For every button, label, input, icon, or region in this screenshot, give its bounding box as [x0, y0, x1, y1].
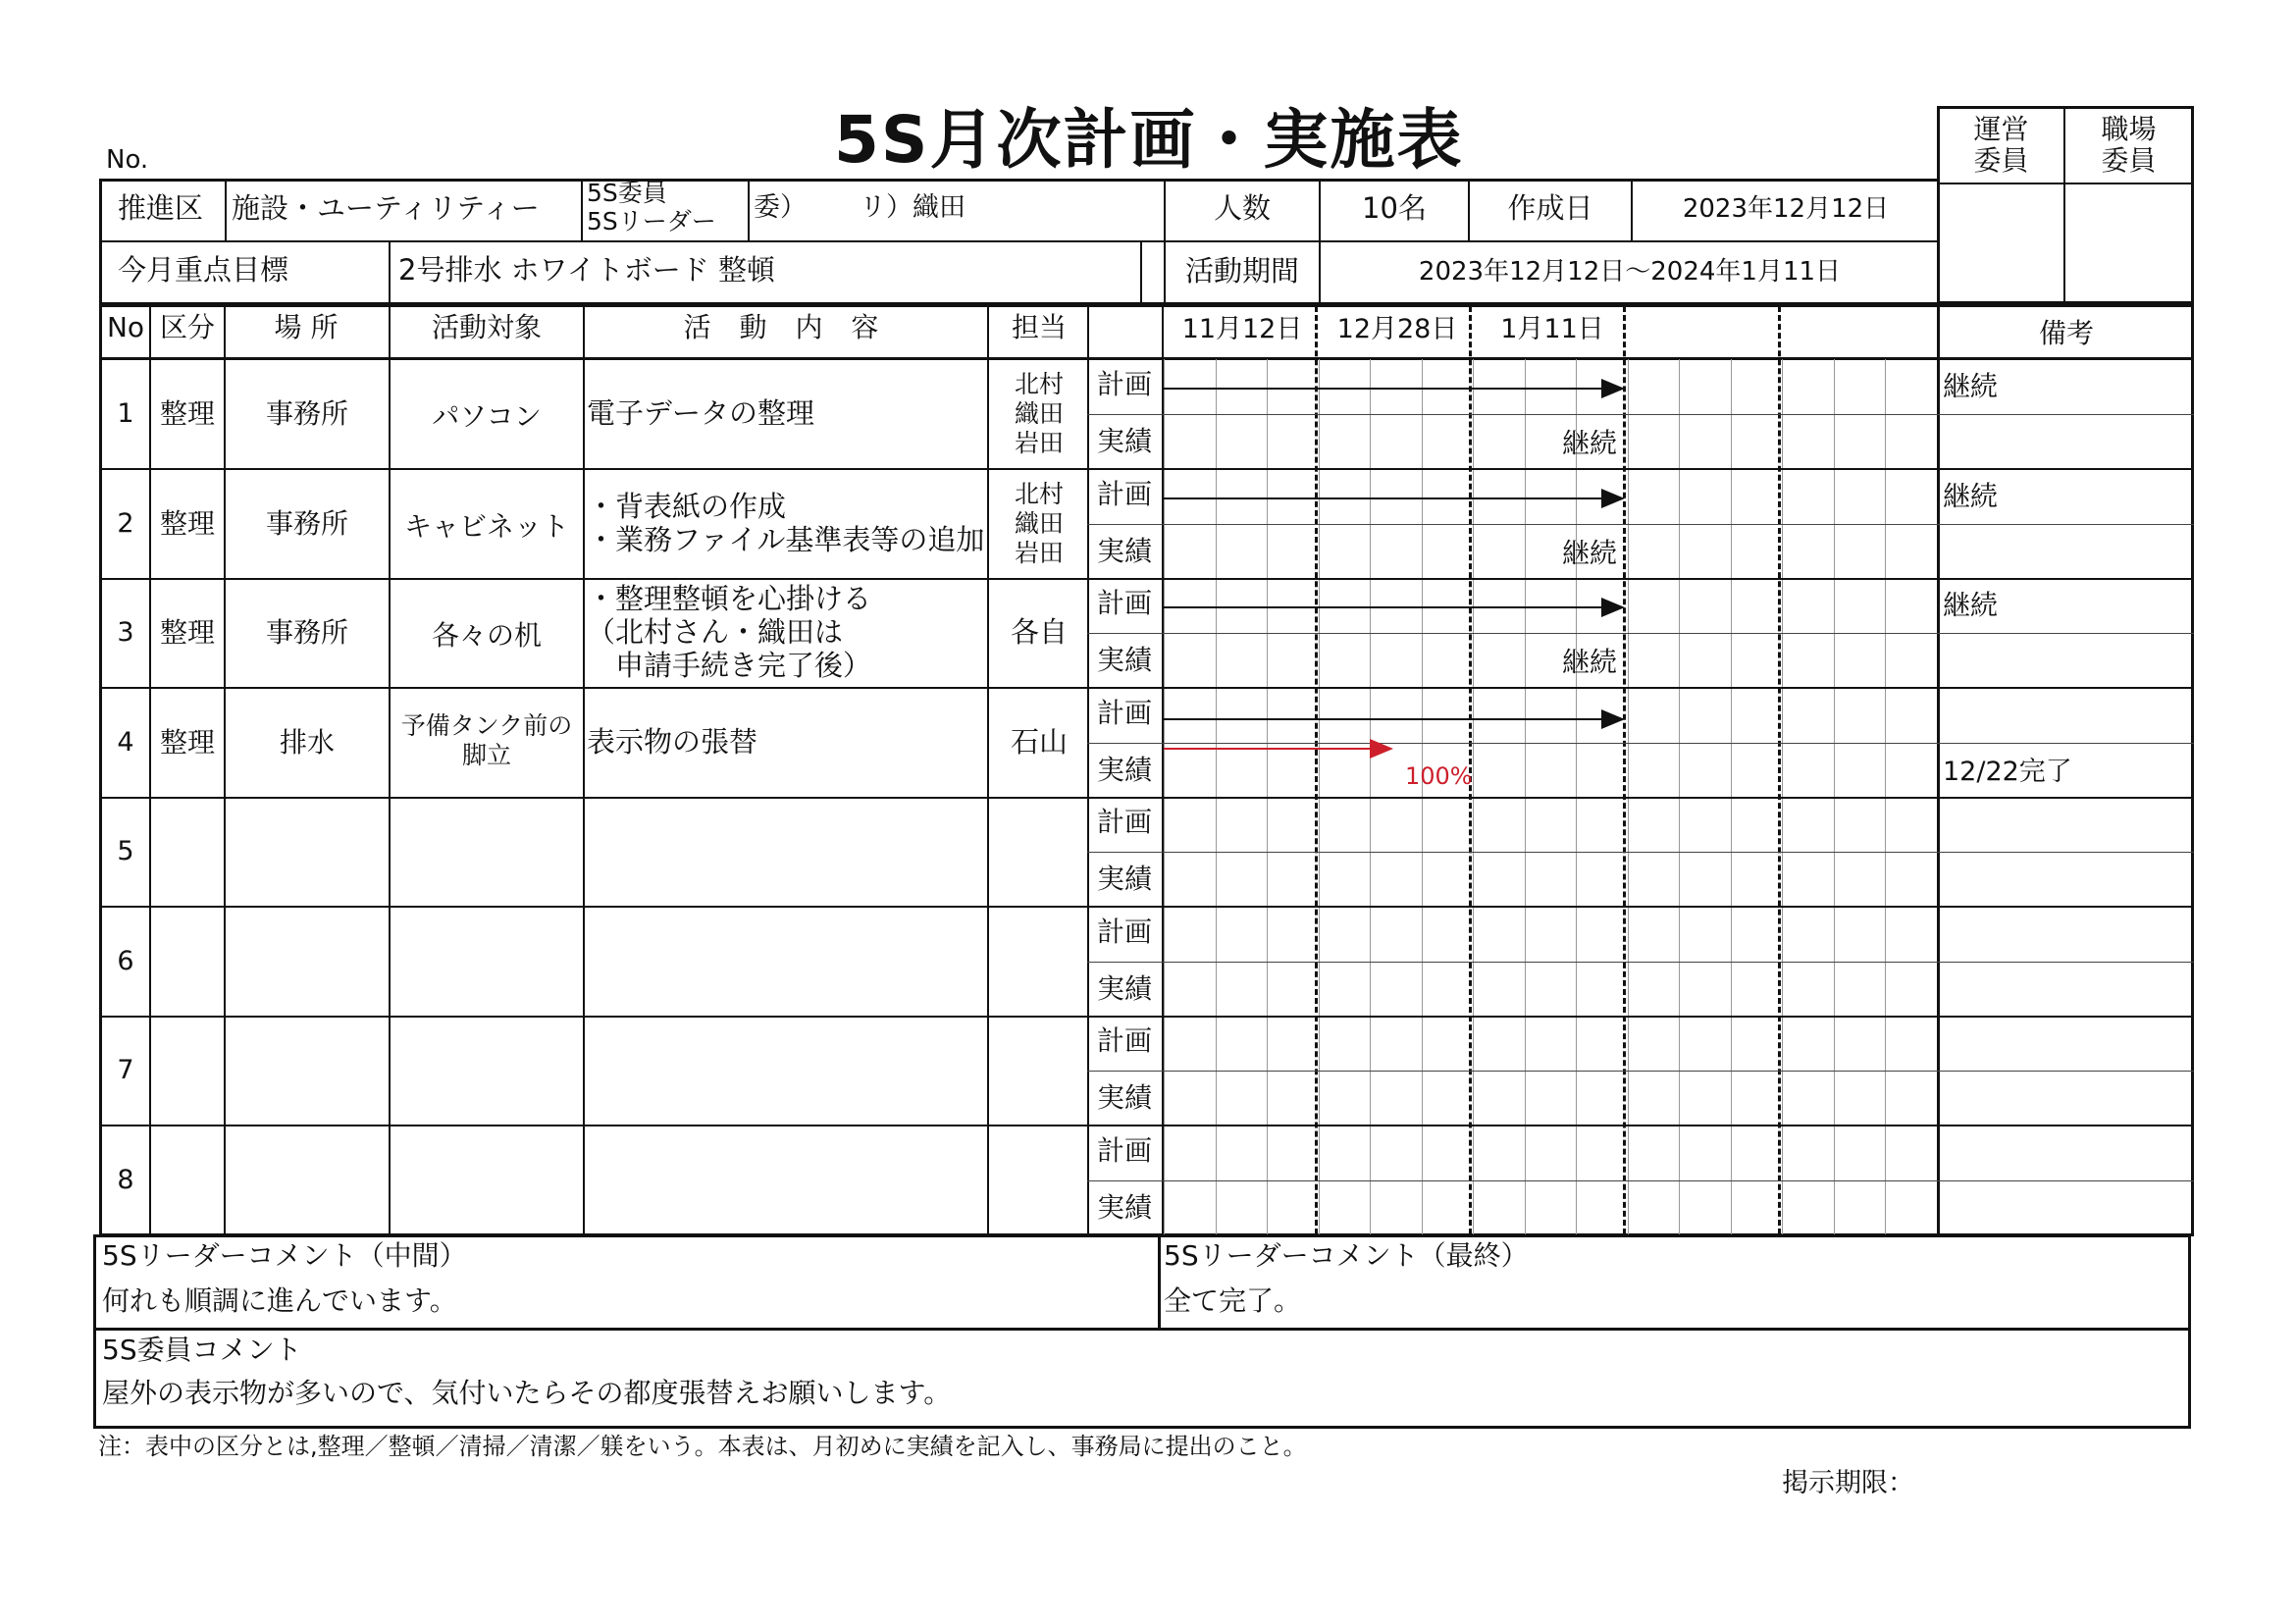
actual-label: 実績	[1096, 972, 1152, 1005]
col-person: 担当	[1011, 311, 1067, 343]
final-comment-text: 全て完了。	[1164, 1284, 1302, 1317]
row-person: 北村	[1014, 479, 1064, 508]
area-label: 推進区	[118, 191, 204, 225]
row-place: 事務所	[265, 506, 348, 540]
row-place: 事務所	[265, 396, 348, 430]
member-label-1: 5S委員	[587, 179, 667, 207]
row-no: 5	[117, 835, 134, 866]
posting-deadline: 掲示期限：	[1782, 1468, 1914, 1498]
row-content-line: ・業務ファイル基準表等の追加	[587, 522, 985, 556]
plan-label: 計画	[1096, 806, 1152, 838]
created-label: 作成日	[1507, 191, 1593, 225]
col-place: 場 所	[274, 311, 339, 343]
member-comment-text: 屋外の表示物が多いので、気付いたらその都度張替えお願いします。	[102, 1377, 952, 1409]
goal-value: 2号排水 ホワイトボード 整頓	[398, 253, 776, 287]
actual-label: 実績	[1096, 425, 1152, 457]
mid-comment-text: 何れも順調に進んでいます。	[102, 1284, 457, 1317]
plan-label: 計画	[1096, 587, 1152, 619]
plan-label: 計画	[1096, 1134, 1152, 1167]
row-person: 石山	[1010, 724, 1068, 759]
row-person: 織田	[1014, 508, 1064, 538]
actual-label: 実績	[1096, 535, 1152, 567]
period-label: 活動期間	[1184, 254, 1299, 288]
remark-actual: 12/22完了	[1943, 757, 2072, 787]
plan-label: 計画	[1096, 368, 1152, 400]
row-no: 8	[117, 1164, 134, 1195]
col-date2: 12月28日	[1336, 314, 1458, 344]
actual-label: 実績	[1096, 644, 1152, 676]
no-label: No.	[106, 145, 149, 175]
col-target: 活動対象	[431, 311, 542, 343]
mid-comment-label: 5Sリーダーコメント（中間）	[102, 1239, 467, 1272]
area-value: 施設・ユーティリティー	[232, 191, 540, 225]
row-no: 6	[117, 945, 134, 976]
row-target: パソコン	[432, 399, 542, 433]
col-remarks: 備考	[2038, 317, 2094, 349]
final-comment-label: 5Sリーダーコメント（最終）	[1164, 1239, 1529, 1272]
created-value: 2023年12月12日	[1682, 194, 1890, 224]
col-category: 区分	[159, 311, 215, 343]
row-content-line: 申請手続き完了後）	[587, 648, 872, 682]
actual-label: 実績	[1096, 754, 1152, 786]
row-target: 各々の机	[431, 618, 542, 652]
actual-note: 継続	[1562, 537, 1618, 569]
row-content-line: 電子データの整理	[587, 395, 815, 430]
row-content-line: （北村さん・織田は	[587, 614, 844, 649]
col-no: No	[106, 311, 145, 343]
row-target: キャビネット	[403, 509, 569, 543]
remark-plan: 継続	[1943, 589, 1999, 621]
footer-note: 注：表中の区分とは,整理／整頓／清掃／清潔／躾をいう。本表は、月初めに実績を記入し、事務局に提出のこと。	[98, 1433, 1307, 1460]
row-person: 岩田	[1014, 428, 1064, 457]
member-label-2: 5Sリーダー	[587, 207, 716, 236]
plan-label: 計画	[1096, 478, 1152, 510]
approval-shokuba-line2: 委員	[2101, 144, 2157, 177]
row-no: 2	[117, 507, 134, 539]
row-no: 4	[117, 726, 134, 758]
plan-label: 計画	[1096, 697, 1152, 729]
row-person: 岩田	[1014, 538, 1064, 567]
col-content: 活 動 内 容	[683, 311, 889, 343]
committee-value: 委）	[754, 192, 807, 223]
row-target: 予備タンク前の 脚立	[400, 711, 573, 769]
row-content-line: ・背表紙の作成	[587, 489, 787, 523]
col-date3: 1月11日	[1500, 314, 1604, 344]
approval-unei-line1: 運営	[1973, 113, 2029, 145]
plan-label: 計画	[1096, 1024, 1152, 1057]
period-value: 2023年12月12日～2024年1月11日	[1418, 257, 1842, 287]
approval-shokuba-line1: 職場	[2101, 113, 2157, 145]
leader-value: リ）織田	[860, 192, 965, 223]
row-no: 3	[117, 616, 134, 648]
actual-note: 継続	[1562, 427, 1618, 459]
remark-plan: 継続	[1943, 370, 1999, 402]
plan-label: 計画	[1096, 916, 1152, 948]
row-content-line: 表示物の張替	[587, 724, 758, 759]
row-category: 整理	[159, 506, 215, 540]
row-category: 整理	[159, 615, 215, 649]
row-person: 織田	[1014, 398, 1064, 428]
row-category: 整理	[159, 396, 215, 430]
row-content-line: ・整理整頓を心掛ける	[587, 581, 872, 615]
row-no: 7	[117, 1054, 134, 1085]
actual-label: 実績	[1096, 1081, 1152, 1114]
headcount-label: 人数	[1213, 191, 1271, 225]
actual-label: 実績	[1096, 1191, 1152, 1224]
row-place: 事務所	[265, 615, 348, 649]
row-no: 1	[117, 397, 134, 429]
row-person: 北村	[1014, 369, 1064, 398]
row-place: 排水	[279, 725, 335, 759]
row-category: 整理	[159, 725, 215, 759]
col-date1: 11月12日	[1181, 314, 1303, 344]
actual-label: 実績	[1096, 863, 1152, 895]
headcount-value: 10名	[1362, 191, 1427, 225]
actual-progress-label: 100%	[1405, 762, 1473, 790]
remark-plan: 継続	[1943, 480, 1999, 512]
approval-unei-line2: 委員	[1973, 144, 2029, 177]
page-title: 5S月次計画・実施表	[834, 102, 1464, 178]
goal-label: 今月重点目標	[118, 253, 289, 287]
member-comment-label: 5S委員コメント	[102, 1334, 302, 1366]
row-person: 各自	[1010, 614, 1068, 649]
actual-note: 継続	[1562, 646, 1618, 678]
